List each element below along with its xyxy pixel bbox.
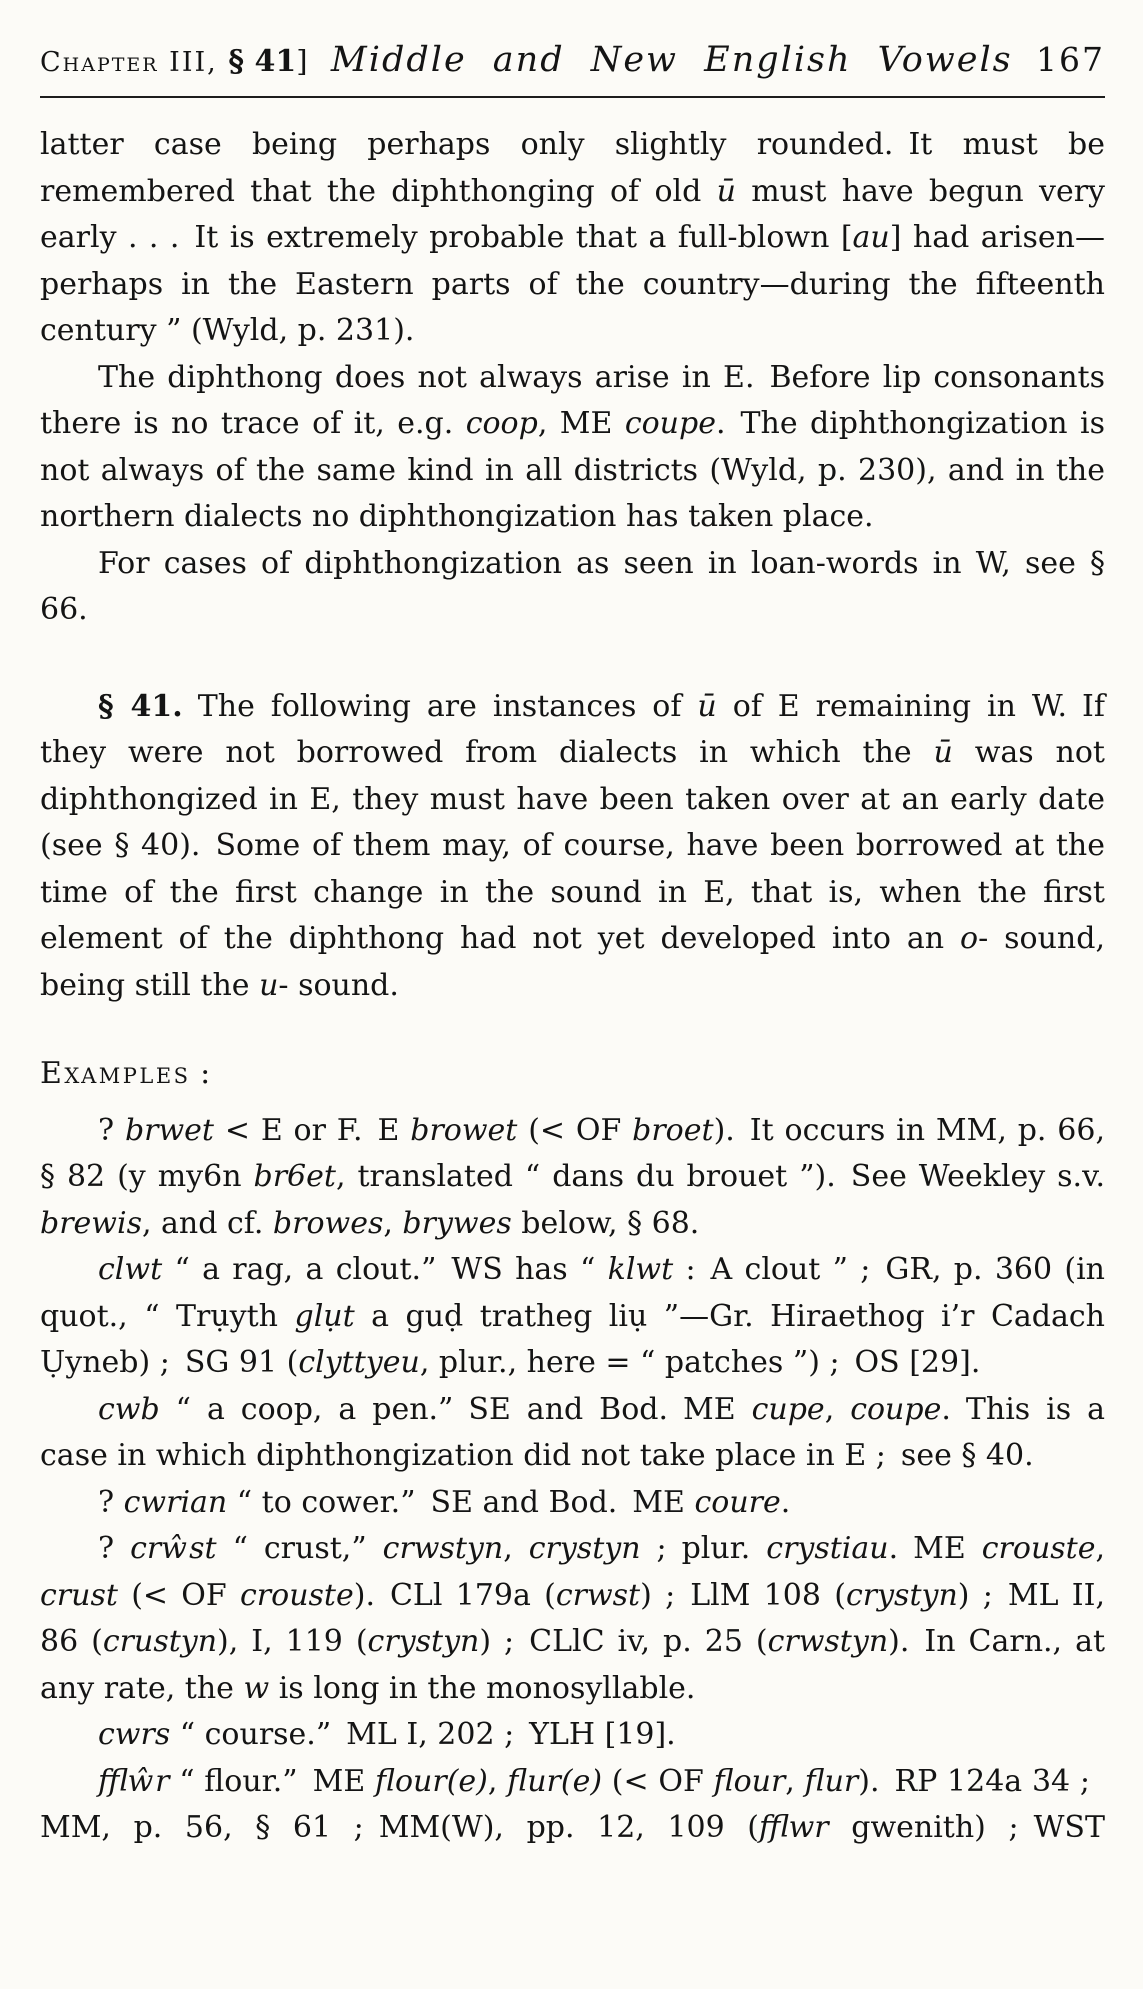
- text-segment: “ to cower.” SE and Bod. ME: [227, 1484, 695, 1520]
- text-segment: cwrian: [123, 1484, 228, 1520]
- text-segment: (< OF: [517, 1112, 633, 1148]
- text-segment: coupe: [624, 406, 716, 441]
- text-segment: fflwr: [759, 1810, 829, 1845]
- text-segment: clyttyeu: [298, 1345, 420, 1380]
- text-segment: .: [780, 1484, 791, 1520]
- text-segment: ?: [98, 1484, 124, 1520]
- text-segment: below, § 68.: [511, 1205, 700, 1241]
- text-segment: coupe: [850, 1391, 942, 1427]
- text-segment: u: [259, 967, 279, 1003]
- text-segment: ,: [503, 1531, 529, 1566]
- section-bracket: ]: [296, 44, 308, 78]
- text-segment: flur(e): [507, 1763, 603, 1799]
- text-segment: coop: [465, 406, 538, 441]
- page-title: Middle and New English Vowels: [330, 40, 1013, 80]
- text-segment: glụt: [294, 1298, 355, 1334]
- chapter-section-label: [40, 44, 308, 79]
- text-segment: ,: [1095, 1531, 1106, 1566]
- text-segment: ) ; LlM 108 (: [640, 1577, 846, 1613]
- text-segment: crwstyn: [382, 1531, 504, 1566]
- text-segment: ). CLl 179a (: [353, 1577, 556, 1613]
- text-segment: clwt: [98, 1252, 163, 1287]
- text-segment: flur: [804, 1763, 859, 1799]
- text-segment: ?: [98, 1531, 131, 1566]
- text-segment: ) ; CLlC iv, p. 25 (: [479, 1624, 768, 1659]
- text-segment: was not diphthongized in E, they must have been taken over at an early date (see § 40). Some of them may, of course, have been borrowed at the time of the first change in the sound in E, that is, when the first element of the diphthong had not yet developed into an: [40, 735, 1105, 956]
- text-segment: browet: [410, 1112, 518, 1148]
- entry-cwb: [40, 1387, 1105, 1480]
- text-segment: ,: [383, 1205, 403, 1241]
- text-segment: , translated “ dans du brouet ”). See Weekley s.v.: [335, 1159, 1105, 1194]
- text-segment: o: [960, 921, 979, 956]
- text-segment: ), I, 119 (: [217, 1624, 368, 1659]
- text-segment: ). It occurs in MM, p. 66, § 82 (y my6n: [40, 1112, 1106, 1194]
- text-segment: :: [190, 1056, 211, 1091]
- text-segment: . ME: [888, 1531, 982, 1566]
- text-segment: , plur., here = “ patches ”) ; OS [29].: [419, 1345, 981, 1380]
- text-segment: ; plur.: [640, 1531, 767, 1566]
- section-number: § 41: [228, 44, 297, 79]
- text-segment: cwb: [98, 1391, 160, 1427]
- text-segment: “ flour.” ME: [169, 1763, 375, 1799]
- text-segment: br6et: [253, 1159, 336, 1194]
- text-segment: gwenith) ; WST: [828, 1810, 1105, 1845]
- text-segment: klwt: [607, 1252, 674, 1287]
- text-segment: : A clout ” ; GR, p. 360 (in quot., “ Trụyth: [40, 1252, 1106, 1334]
- text-segment: ?: [98, 1112, 125, 1148]
- text-segment: “ a coop, a pen.” SE and Bod. ME: [159, 1391, 752, 1427]
- text-segment: a guḍ tratheg liụ ”—Gr. Hiraethog i’r Cadach Ụyneb) ; SG 91 (: [40, 1298, 1105, 1380]
- text-segment: crouste: [240, 1577, 354, 1613]
- text-segment: The following are instances of: [182, 688, 698, 724]
- text-segment: < E or F. E: [213, 1112, 411, 1148]
- text-segment: ,: [785, 1763, 805, 1799]
- text-segment: of E remaining in W. If they were not borrowed from dialects in which the: [40, 688, 1105, 770]
- examples-heading: [40, 1051, 1105, 1098]
- text-segment: For cases of diphthongization as seen in loan-words in W, see § 66.: [40, 545, 1105, 627]
- text-segment: crŵst: [130, 1531, 217, 1566]
- text-segment: The diphthong does not always arise in E. Before lip consonants there is no trace of it, e.g.: [40, 359, 1105, 441]
- text-segment: brywes: [402, 1205, 512, 1241]
- running-head: [40, 40, 1105, 80]
- text-segment: crystyn: [845, 1577, 958, 1613]
- text-segment: crustyn: [102, 1624, 218, 1659]
- text-segment: ). RP 124a 34 ; MM, p. 56, § 61 ; MM(W), pp. 12, 109 (: [40, 1763, 1105, 1845]
- text-segment: flour(e): [374, 1763, 488, 1799]
- paragraph-loanwords: [40, 541, 1105, 634]
- text-segment: crwstyn: [767, 1624, 889, 1659]
- text-segment: brewis: [40, 1205, 142, 1241]
- text-segment: “ a rag, a clout.” WS has “: [162, 1252, 608, 1287]
- text-segment: crystyn: [367, 1624, 480, 1659]
- paragraph-diphthong-arise: [40, 355, 1105, 541]
- text-segment: coure: [694, 1484, 781, 1520]
- text-segment: ū: [716, 173, 736, 209]
- text-segment: , ME: [537, 406, 625, 441]
- text-segment: latter case being perhaps only slightly rounded. It must be remembered that the diphthonging of old: [40, 127, 1105, 209]
- text-segment: broet: [632, 1112, 714, 1148]
- text-segment: ,: [824, 1391, 851, 1427]
- text-segment: fflŵr: [98, 1763, 170, 1799]
- entry-crwst: [40, 1526, 1105, 1712]
- section-41-paragraph: [40, 684, 1105, 1010]
- text-segment: (< OF: [602, 1763, 714, 1799]
- text-segment: ū: [933, 735, 953, 770]
- text-segment: ). In Carn., at any rate, the: [40, 1624, 1106, 1706]
- text-segment: brwet: [124, 1112, 214, 1148]
- text-segment: Examples: [40, 1056, 191, 1091]
- text-segment: , and cf.: [141, 1205, 273, 1241]
- text-segment: browes: [272, 1205, 384, 1241]
- text-segment: § 41.: [98, 688, 183, 724]
- text-segment: crouste: [981, 1531, 1096, 1566]
- text-segment: ) ; ML II, 86 (: [40, 1577, 1105, 1659]
- text-segment: cwrs: [98, 1717, 171, 1752]
- text-segment: ū: [697, 688, 717, 724]
- text-segment: - sound, being still the: [40, 921, 1105, 1003]
- text-segment: au: [852, 220, 890, 255]
- text-segment: “ course.” ML I, 202 ; YLH [19].: [170, 1717, 676, 1752]
- text-segment: “ crust,”: [216, 1531, 383, 1566]
- header-rule: [40, 96, 1105, 98]
- paragraph-continuation: [40, 122, 1105, 355]
- text-segment: must have begun very early . . . It is extremely probable that a full-blown [: [40, 173, 1105, 255]
- text-segment: . This is a case in which diphthongization did not take place in E ; see § 40.: [40, 1391, 1105, 1473]
- text-segment: ,: [487, 1763, 508, 1799]
- text-segment: - sound.: [278, 967, 399, 1003]
- text-segment: is long in the monosyllable.: [269, 1670, 696, 1706]
- text-segment: ] had arisen—perhaps in the Eastern parts of the country—during the fifteenth century ” (Wyld, p. 231).: [40, 220, 1105, 348]
- text-segment: flour: [713, 1763, 786, 1799]
- text-segment: . The diphthongization is not always of the same kind in all districts (Wyld, p. 230), and in the northern dialects no diphthongization has taken place.: [40, 406, 1106, 534]
- text-segment: (< OF: [117, 1577, 240, 1613]
- text-segment: crwst: [555, 1577, 641, 1613]
- text-segment: crystyn: [528, 1531, 641, 1566]
- chapter-label: Chapter III,: [40, 47, 229, 78]
- entry-cwrs: [40, 1712, 1105, 1759]
- text-segment: crystiau: [766, 1531, 889, 1566]
- page-number: 167: [1036, 40, 1105, 79]
- entry-fflwr: [40, 1759, 1105, 1852]
- entry-clwt: [40, 1247, 1105, 1387]
- entry-cwrian: [40, 1480, 1105, 1527]
- page-body: [40, 122, 1105, 1852]
- text-segment: cupe: [751, 1391, 825, 1427]
- entry-brwet: [40, 1108, 1105, 1248]
- text-segment: crust: [40, 1577, 118, 1613]
- text-segment: w: [243, 1670, 270, 1706]
